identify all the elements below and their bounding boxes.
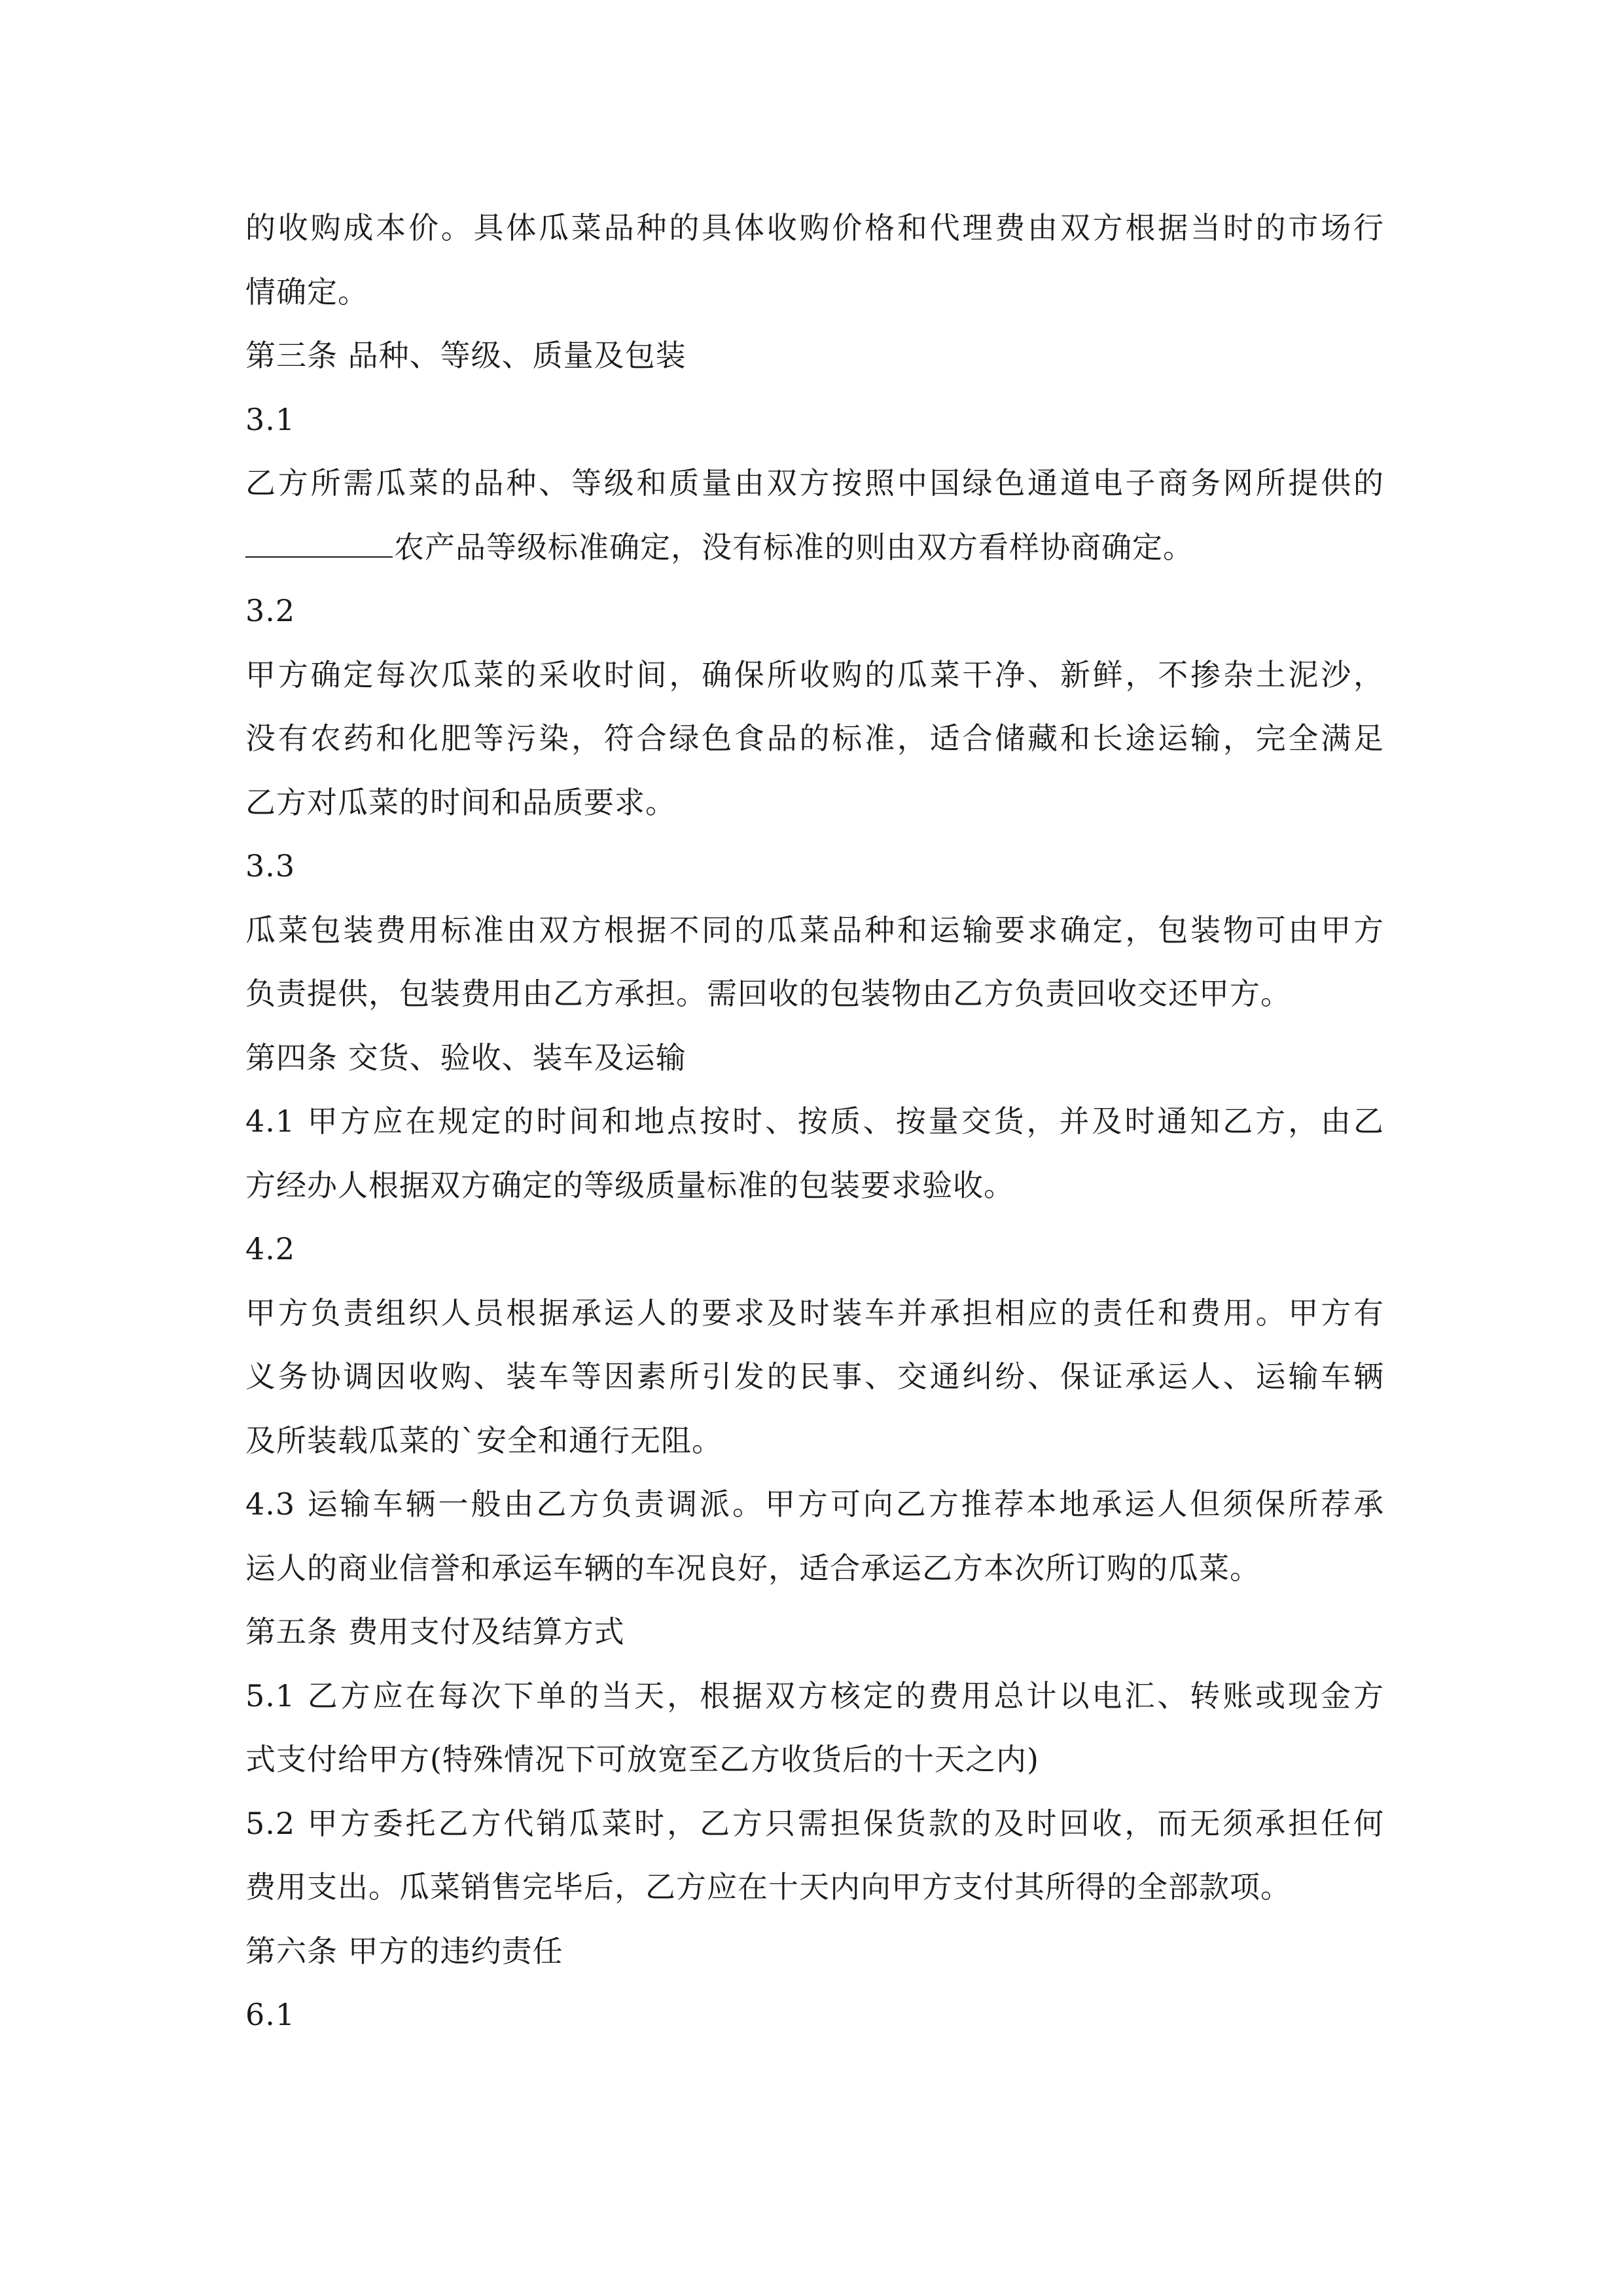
paragraph-line-with-blank xyxy=(245,516,1384,580)
paragraph-line-text: 农产品等级标准确定，没有标准的则由双方看样协商确定。 xyxy=(394,529,1194,565)
paragraph-line: 5.2 甲方委托乙方代销瓜菜时，乙方只需担保货款的及时回收，而无须承担任何 xyxy=(245,1805,1384,1841)
clause-number-3-2: 3.2 xyxy=(245,593,296,628)
paragraph-line: 5.1 乙方应在每次下单的当天，根据双方核定的费用总计以电汇、转账或现金方 xyxy=(245,1677,1384,1713)
fill-in-blank xyxy=(245,524,393,558)
section-heading-5: 第五条 费用支付及结算方式 xyxy=(245,1614,625,1649)
paragraph-line: 甲方负责组织人员根据承运人的要求及时装车并承担相应的责任和费用。甲方有 xyxy=(245,1295,1384,1331)
paragraph-line: 方经办人根据双方确定的等级质量标准的包装要求验收。 xyxy=(245,1167,1014,1203)
paragraph-line: 运人的商业信誉和承运车辆的车况良好，适合承运乙方本次所订购的瓜菜。 xyxy=(245,1550,1260,1586)
paragraph-line: 费用支出。瓜菜销售完毕后，乙方应在十天内向甲方支付其所得的全部款项。 xyxy=(245,1869,1291,1905)
paragraph-line: 及所装载瓜菜的`安全和通行无阻。 xyxy=(245,1422,722,1458)
clause-number-3-1: 3.1 xyxy=(245,401,296,437)
section-heading-3: 第三条 品种、等级、质量及包装 xyxy=(245,338,687,373)
clause-number-4-2: 4.2 xyxy=(245,1231,296,1266)
paragraph-line: 情确定。 xyxy=(245,274,368,310)
paragraph-line: 式支付给甲方(特殊情况下可放宽至乙方收货后的十天之内) xyxy=(245,1742,1039,1777)
paragraph-line: 义务协调因收购、装车等因素所引发的民事、交通纠纷、保证承运人、运输车辆 xyxy=(245,1359,1384,1394)
paragraph-line: 的收购成本价。具体瓜菜品种的具体收购价格和代理费由双方根据当时的市场行 xyxy=(245,210,1384,245)
paragraph-line: 乙方对瓜菜的时间和品质要求。 xyxy=(245,784,676,820)
section-heading-4: 第四条 交货、验收、装车及运输 xyxy=(245,1039,687,1075)
paragraph-line: 瓜菜包装费用标准由双方根据不同的瓜菜品种和运输要求确定，包装物可由甲方 xyxy=(245,912,1384,948)
paragraph-line: 甲方确定每次瓜菜的采收时间，确保所收购的瓜菜干净、新鲜，不掺杂土泥沙， xyxy=(245,656,1384,692)
paragraph-line: 4.3 运输车辆一般由乙方负责调派。甲方可向乙方推荐本地承运人但须保所荐承 xyxy=(245,1486,1384,1522)
paragraph-line: 没有农药和化肥等污染，符合绿色食品的标准，适合储藏和长途运输，完全满足 xyxy=(245,721,1384,756)
document-body xyxy=(245,196,1384,2047)
section-heading-6: 第六条 甲方的违约责任 xyxy=(245,1933,563,1969)
paragraph-line: 4.1 甲方应在规定的时间和地点按时、按质、按量交货，并及时通知乙方，由乙 xyxy=(245,1103,1384,1139)
paragraph-line: 乙方所需瓜菜的品种、等级和质量由双方按照中国绿色通道电子商务网所提供的 xyxy=(245,465,1384,501)
paragraph-line: 负责提供，包装费用由乙方承担。需回收的包装物由乙方负责回收交还甲方。 xyxy=(245,976,1291,1011)
clause-number-3-3: 3.3 xyxy=(245,848,296,884)
clause-number-6-1: 6.1 xyxy=(245,1997,296,2032)
